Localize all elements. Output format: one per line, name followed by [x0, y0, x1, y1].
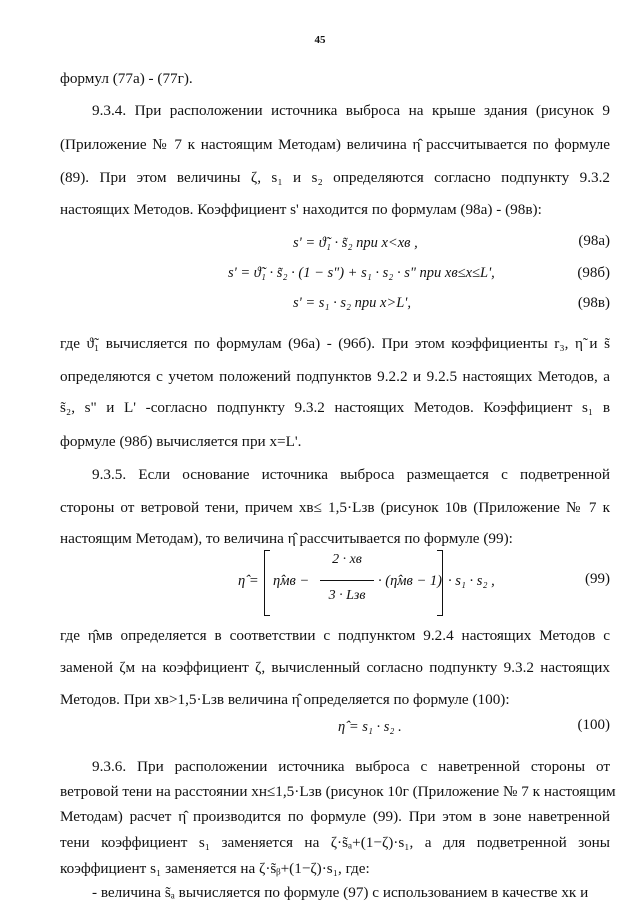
text-line-12: настоящим Методам), то величина η̂ рассчитывается по формуле (99):	[60, 530, 513, 547]
formula-100: η̂ = s₁ · s₂ .	[338, 719, 402, 735]
text-line-3: (Приложение № 7 к настоящим Методам) величина η̂ рассчитывается по формуле	[60, 136, 610, 153]
formula-99-denominator: 3 · Lзв	[328, 588, 366, 603]
text-line-4: (89). При этом величины ζ, s₁ и s₂ определяются согласно подпункту 9.3.2	[60, 169, 610, 186]
formula-99-lhs: η̂ =	[238, 573, 259, 589]
formula-99-right-bracket	[437, 550, 443, 616]
text-line-20: коэффициент s₁ заменяется на ζ·s̃ᵦ+(1−ζ)·s₁, где:	[60, 860, 370, 877]
equation-number-98b: (98б)	[577, 265, 610, 281]
text-line-15: Методов. При xв>1,5·Lзв величина η̂ определяется по формуле (100):	[60, 691, 510, 708]
text-line-2: 9.3.4. При расположении источника выброса на крыше здания (рисунок 9	[92, 102, 610, 119]
text-line-10: 9.3.5. Если основание источника выброса размещается с подветренной	[92, 466, 610, 483]
formula-98a: s' = ϑ̃₁ · s̃₂ при x<xв ,	[293, 235, 418, 251]
text-line-5: настоящих Методов. Коэффициент s' находится по формулам (98а) - (98в):	[60, 201, 542, 218]
text-line-16: 9.3.6. При расположении источника выброса с наветренной стороны от	[92, 758, 610, 775]
text-line-21: - величина s̃ₐ вычисляется по формуле (97) с использованием в качестве xк и	[92, 884, 589, 901]
text-line-6: где ϑ̃₁ вычисляется по формулам (96а) - (96б). При этом коэффициенты r₃, η̃ и s̃	[60, 335, 610, 352]
text-line-17: ветровой тени на расстоянии xн≤1,5·Lзв (рисунок 10г (Приложение № 7 к настоящим	[60, 783, 616, 800]
text-line-18: Методам) расчет η̂ производится по формуле (99). При этом в зоне наветренной	[60, 808, 610, 825]
equation-number-98c: (98в)	[577, 295, 610, 311]
equation-number-100: (100)	[577, 717, 610, 733]
equation-number-98a: (98а)	[578, 233, 610, 249]
equation-number-99: (99)	[585, 571, 610, 587]
formula-98b: s' = ϑ̃₁ · s̃₂ · (1 − s") + s₁ · s₂ · s" при xв≤x≤L',	[228, 265, 495, 281]
text-line-8: s̃₂, s" и L' -согласно подпункту 9.3.2 настоящих Методов. Коэффициент s₁ в	[60, 399, 610, 416]
text-line-7: определяются с учетом положений подпунктов 9.2.2 и 9.2.5 настоящих Методов, а	[60, 368, 610, 385]
text-line-1: формул (77а) - (77г).	[60, 70, 193, 87]
formula-99-term1: η̂мв −	[273, 573, 310, 589]
page-number: 45	[314, 34, 326, 46]
text-line-19: тени коэффициент s₁ заменяется на ζ·s̃ₐ+(1−ζ)·s₁, а для подветренной зоны	[60, 834, 610, 851]
formula-99-term2: · (η̂мв − 1)	[378, 573, 442, 589]
formula-99-numerator: 2 · xв	[332, 552, 362, 567]
formula-99-fraction-bar	[320, 580, 374, 581]
text-line-11: стороны от ветровой тени, причем xв≤ 1,5·Lзв (рисунок 10в (Приложение № 7 к	[60, 499, 610, 516]
text-line-14: заменой ζм на коэффициент ζ, вычисленный согласно подпункту 9.3.2 настоящих	[60, 659, 610, 676]
formula-99-tail: · s₁ · s₂ ,	[448, 573, 495, 589]
text-line-13: где η̂мв определяется в соответствии с подпунктом 9.2.4 настоящих Методов с	[60, 627, 610, 644]
formula-99-left-bracket	[264, 550, 270, 616]
text-line-9: формуле (98б) вычисляется при x=L'.	[60, 433, 302, 450]
formula-98c: s' = s₁ · s₂ при x>L',	[293, 295, 412, 311]
